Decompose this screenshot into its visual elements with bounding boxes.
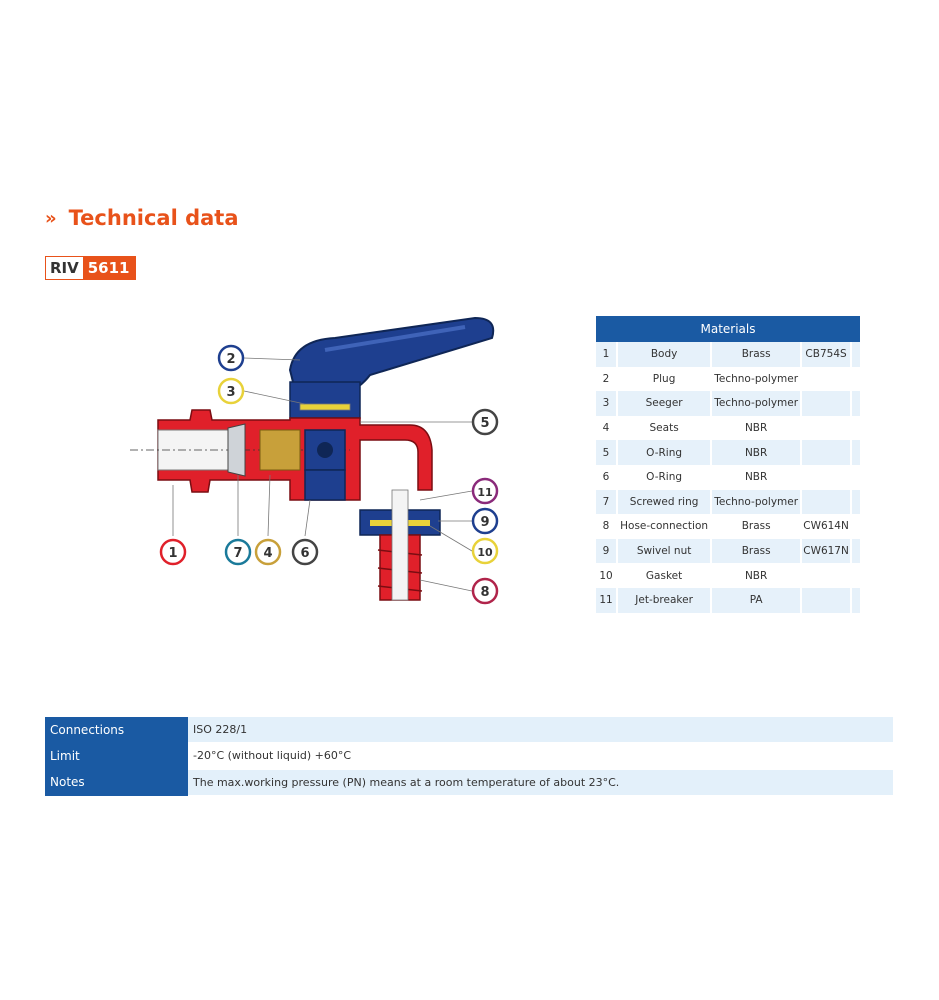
- tech-value: -20°C (without liquid) +60°C: [188, 743, 893, 769]
- callout-7-label: 7: [233, 546, 243, 561]
- material-code: [800, 416, 850, 441]
- material-code: [800, 440, 850, 465]
- valve-cross-section-drawing: [120, 300, 540, 620]
- spacer: [850, 588, 860, 613]
- callout-1-label: 1: [168, 546, 178, 561]
- part-name: Seeger: [616, 391, 710, 416]
- materials-row: [596, 514, 860, 539]
- part-material: PA: [710, 588, 800, 613]
- tech-row: [45, 717, 893, 743]
- part-material: NBR: [710, 563, 800, 588]
- spacer: [850, 465, 860, 490]
- part-number: 2: [596, 367, 616, 392]
- tech-value: ISO 228/1: [188, 717, 893, 743]
- callout-8-label: 8: [480, 585, 490, 600]
- part-material: Techno-polymer: [710, 391, 800, 416]
- material-code: [800, 563, 850, 588]
- spacer: [850, 391, 860, 416]
- part-material: NBR: [710, 416, 800, 441]
- part-material: Brass: [710, 342, 800, 367]
- spacer: [850, 342, 860, 367]
- part-material: Brass: [710, 539, 800, 564]
- tech-label: Connections: [45, 717, 188, 743]
- materials-row: [596, 539, 860, 564]
- material-code: [800, 465, 850, 490]
- materials-row: [596, 465, 860, 490]
- part-number: 9: [596, 539, 616, 564]
- section-heading: [45, 206, 239, 230]
- material-code: [800, 588, 850, 613]
- materials-row: [596, 490, 860, 515]
- material-code: [800, 391, 850, 416]
- tech-row: [45, 769, 893, 795]
- model-code: 5611: [83, 257, 135, 279]
- part-material: NBR: [710, 465, 800, 490]
- materials-row: [596, 391, 860, 416]
- part-name: Gasket: [616, 563, 710, 588]
- callout-11-label: 11: [477, 486, 493, 499]
- callout-5-label: 5: [480, 416, 490, 431]
- materials-row: [596, 367, 860, 392]
- part-number: 6: [596, 465, 616, 490]
- technical-data-table: [45, 717, 893, 796]
- part-name: Screwed ring: [616, 490, 710, 515]
- part-name: Plug: [616, 367, 710, 392]
- spacer: [850, 514, 860, 539]
- part-name: Swivel nut: [616, 539, 710, 564]
- part-number: 3: [596, 391, 616, 416]
- part-material: Brass: [710, 514, 800, 539]
- part-number: 11: [596, 588, 616, 613]
- part-material: Techno-polymer: [710, 490, 800, 515]
- tech-row: [45, 743, 893, 769]
- material-code: [800, 367, 850, 392]
- part-number: 10: [596, 563, 616, 588]
- materials-row: [596, 342, 860, 367]
- part-name: Jet-breaker: [616, 588, 710, 613]
- material-code: [800, 490, 850, 515]
- model-prefix: RIV: [46, 257, 83, 279]
- part-number: 5: [596, 440, 616, 465]
- callout-2-label: 2: [226, 352, 236, 367]
- part-name: Hose-connection: [616, 514, 710, 539]
- material-code: CW614N: [800, 514, 850, 539]
- part-number: 7: [596, 490, 616, 515]
- spacer: [850, 440, 860, 465]
- spacer: [850, 563, 860, 588]
- callout-4-label: 4: [263, 546, 273, 561]
- spacer: [850, 490, 860, 515]
- part-name: O-Ring: [616, 465, 710, 490]
- material-code: CB754S: [800, 342, 850, 367]
- model-badge: [45, 256, 136, 280]
- tech-label: Limit: [45, 743, 188, 769]
- callout-10-label: 10: [477, 546, 493, 559]
- callout-6-label: 6: [300, 546, 310, 561]
- part-name: Body: [616, 342, 710, 367]
- part-number: 1: [596, 342, 616, 367]
- tech-label: Notes: [45, 769, 188, 795]
- part-number: 4: [596, 416, 616, 441]
- part-material: NBR: [710, 440, 800, 465]
- section-title: Technical data: [68, 206, 239, 230]
- callout-9-label: 9: [480, 515, 490, 530]
- tech-value: The max.working pressure (PN) means at a room temperature of about 23°C.: [188, 769, 893, 795]
- materials-row: [596, 440, 860, 465]
- materials-title: Materials: [596, 316, 860, 342]
- part-number: 8: [596, 514, 616, 539]
- material-code: CW617N: [800, 539, 850, 564]
- spacer: [850, 367, 860, 392]
- materials-row: [596, 588, 860, 613]
- materials-row: [596, 416, 860, 441]
- spacer: [850, 539, 860, 564]
- callout-3-label: 3: [226, 385, 236, 400]
- part-name: Seats: [616, 416, 710, 441]
- spacer: [850, 416, 860, 441]
- part-material: Techno-polymer: [710, 367, 800, 392]
- materials-row: [596, 563, 860, 588]
- part-name: O-Ring: [616, 440, 710, 465]
- materials-table: [596, 316, 860, 613]
- chevron-icon: »: [45, 207, 57, 229]
